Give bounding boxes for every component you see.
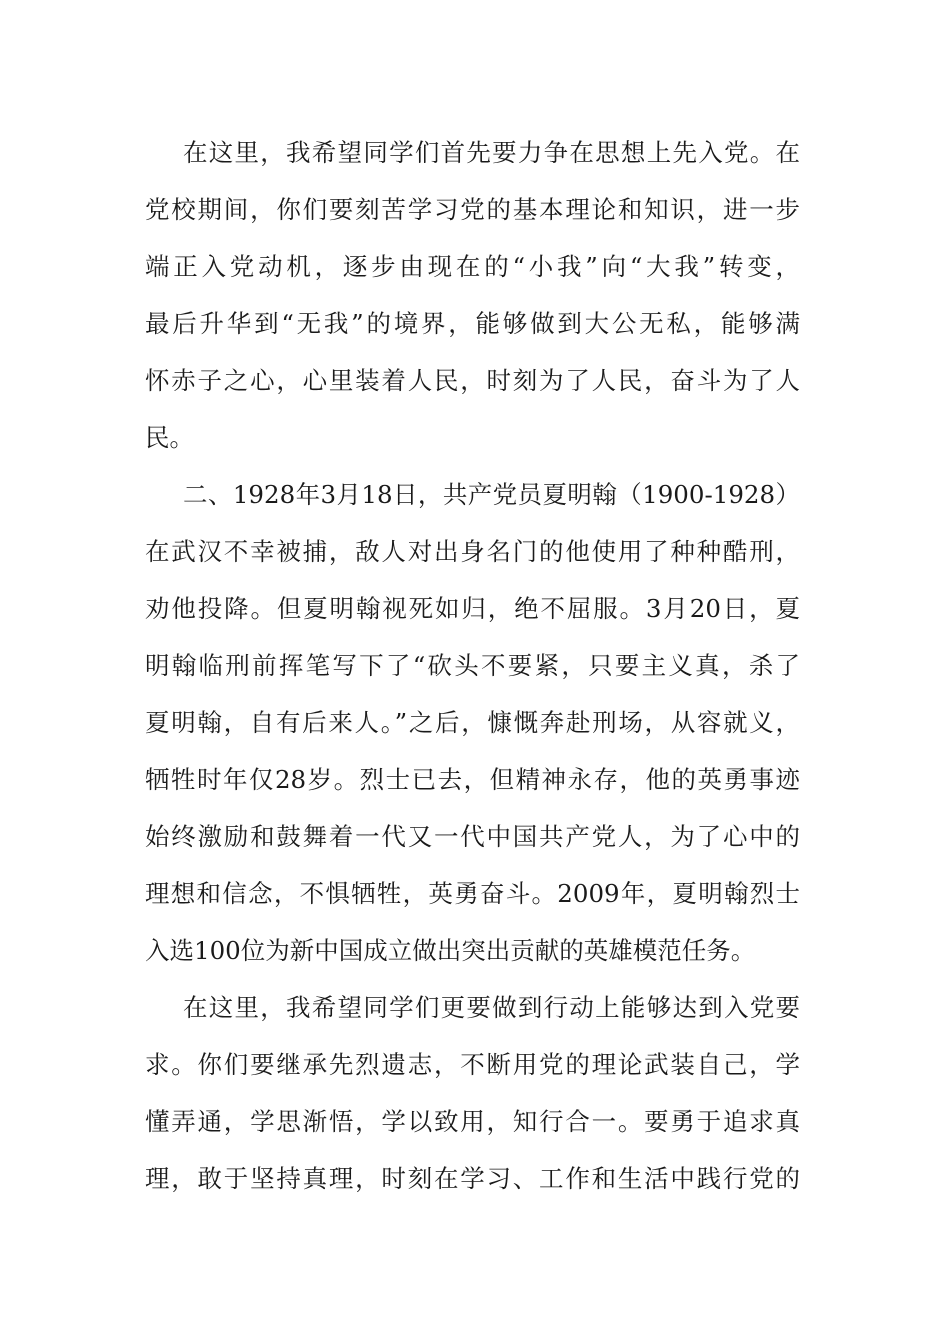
text-line: 怀赤子之心，心里装着人民，时刻为了人民，奋斗为了人 <box>145 366 800 395</box>
text-line: 始终激励和鼓舞着一代又一代中国共产党人，为了心中的 <box>145 822 800 851</box>
text-line: 理，敢于坚持真理，时刻在学习、工作和生活中践行党的 <box>145 1164 800 1193</box>
text-line: 懂弄通，学思渐悟，学以致用，知行合一。要勇于追求真 <box>145 1107 800 1136</box>
paragraph-thought-first <box>145 124 800 466</box>
text-line: 端正入党动机，逐步由现在的“小我”向“大我”转变， <box>145 252 800 281</box>
text-line: 劝他投降。但夏明翰视死如归，绝不屈服。3月20日，夏 <box>145 594 800 623</box>
text-line: 牺牲时年仅28岁。烈士已去，但精神永存，他的英勇事迹 <box>145 765 800 794</box>
paragraph-xia-minghan <box>145 466 800 979</box>
text-line: 民。 <box>145 423 194 452</box>
paragraph-action <box>145 979 800 1207</box>
text-line: 求。你们要继承先烈遗志，不断用党的理论武装自己，学 <box>145 1050 800 1079</box>
text-line: 在武汉不幸被捕，敌人对出身名门的他使用了种种酷刑， <box>145 537 800 566</box>
text-line: 理想和信念，不惧牺牲，英勇奋斗。2009年，夏明翰烈士 <box>145 879 800 908</box>
text-line: 入选100位为新中国成立做出突出贡献的英雄模范任务。 <box>145 936 756 965</box>
text-line: 党校期间，你们要刻苦学习党的基本理论和知识，进一步 <box>145 195 800 224</box>
text-line: 二、1928年3月18日，共产党员夏明翰（1900-1928） <box>183 480 800 509</box>
text-line: 在这里，我希望同学们更要做到行动上能够达到入党要 <box>183 993 800 1022</box>
text-line: 夏明翰，自有后来人。”之后，慷慨奔赴刑场，从容就义， <box>145 708 800 737</box>
text-line: 最后升华到“无我”的境界，能够做到大公无私，能够满 <box>145 309 800 338</box>
text-line: 在这里，我希望同学们首先要力争在思想上先入党。在 <box>183 138 800 167</box>
text-line: 明翰临刑前挥笔写下了“砍头不要紧，只要主义真，杀了 <box>145 651 800 680</box>
